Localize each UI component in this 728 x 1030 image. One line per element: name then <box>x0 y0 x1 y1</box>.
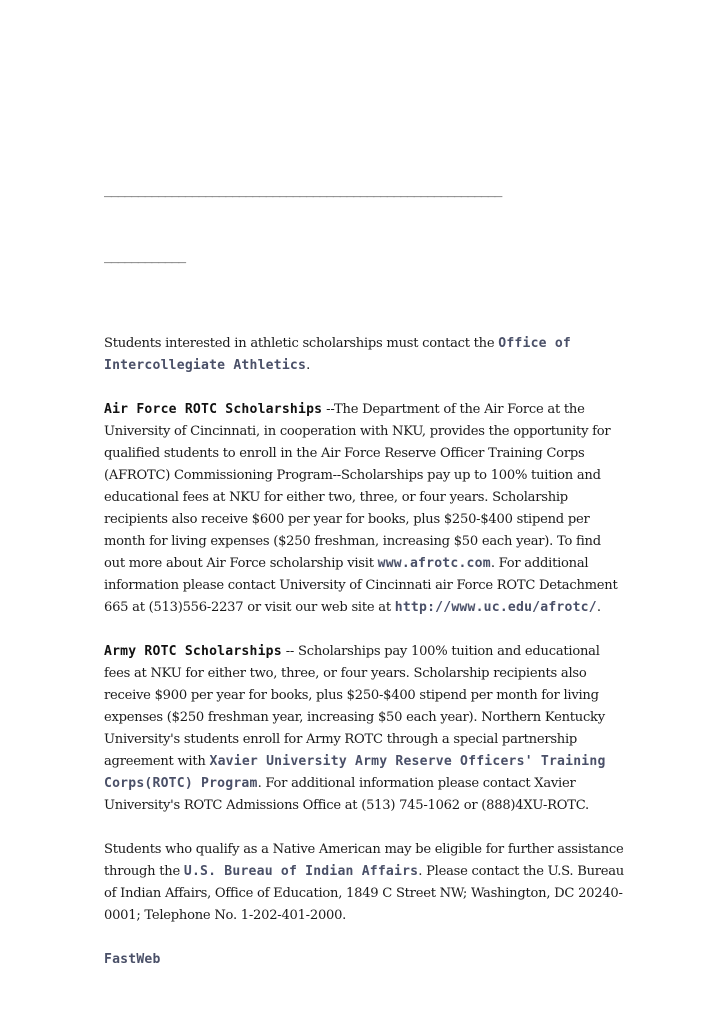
native-text-1: Students who qualify as a Native American may be eligible for further assistance through the <box>104 842 624 879</box>
fastweb-link[interactable]: FastWeb <box>104 952 161 967</box>
afrotc-link[interactable]: www.afrotc.com <box>377 556 491 571</box>
army-text-2: . For additional information please contact Xavier University's ROTC Admissions Office at (513) 745-1062 or (888)4XU-ROTC. <box>104 776 589 813</box>
uc-afrotc-link[interactable]: http://www.uc.edu/afrotc/ <box>394 600 597 615</box>
separator-line-2: ____________ <box>104 248 185 264</box>
separator-line <box>104 135 624 311</box>
athletics-office-link[interactable]: Office of Intercollegiate Athletics <box>104 336 571 373</box>
athletics-text: Students interested in athletic scholarships must contact the <box>104 336 499 351</box>
athletics-end: . <box>306 358 310 373</box>
air-force-text-2: . For additional information please contact University of Cincinnati air Force ROTC Detachment 665 at (513)556-2237 or visit our web site at <box>104 556 618 615</box>
air-force-end: . <box>596 600 601 615</box>
separator-line-1: ___________________________________________________________ <box>104 182 501 198</box>
native-american-paragraph <box>104 839 624 927</box>
army-heading: Army ROTC Scholarships <box>104 644 282 659</box>
air-force-heading: Air Force ROTC Scholarships <box>104 402 323 417</box>
athletics-paragraph <box>104 333 624 377</box>
bureau-indian-affairs-link[interactable]: U.S. Bureau of Indian Affairs <box>183 864 419 879</box>
native-text-2: . Please contact the U.S. Bureau of Indian Affairs, Office of Education, 1849 C Street NW; Washington, DC 20240-0001; Telephone No. 1-202-401-2000. <box>104 864 624 923</box>
air-force-paragraph <box>104 399 624 619</box>
army-text-1: -- Scholarships pay 100% tuition and educational fees at NKU for either two, three, or four years. Scholarship recipients also receive $900 per year for books, plus $250-$400 stipend per month for living expenses ($250 freshman year, increasing $50 each year). Northern Kentucky University's students enroll for Army ROTC through a special partnership agreement with <box>104 644 605 769</box>
army-paragraph <box>104 641 624 817</box>
xavier-rotc-link[interactable]: Xavier University Army Reserve Officers' Training Corps(ROTC) Program <box>104 754 606 791</box>
fastweb-paragraph <box>104 949 624 971</box>
document-body <box>104 135 624 993</box>
air-force-text-1: --The Department of the Air Force at the University of Cincinnati, in cooperation with NKU, provides the opportunity for qualified students to enroll in the Air Force Reserve Officer Training Corps (AFROTC) Commissioning Program--Scholarships pay up to 100% tuition and educational fees at NKU for either two, three, or four years. Scholarship recipients also receive $600 per year for books, plus $250-$400 stipend per month for living expenses ($250 freshman, increasing $50 each year). To find out more about Air Force scholarship visit <box>104 402 611 571</box>
